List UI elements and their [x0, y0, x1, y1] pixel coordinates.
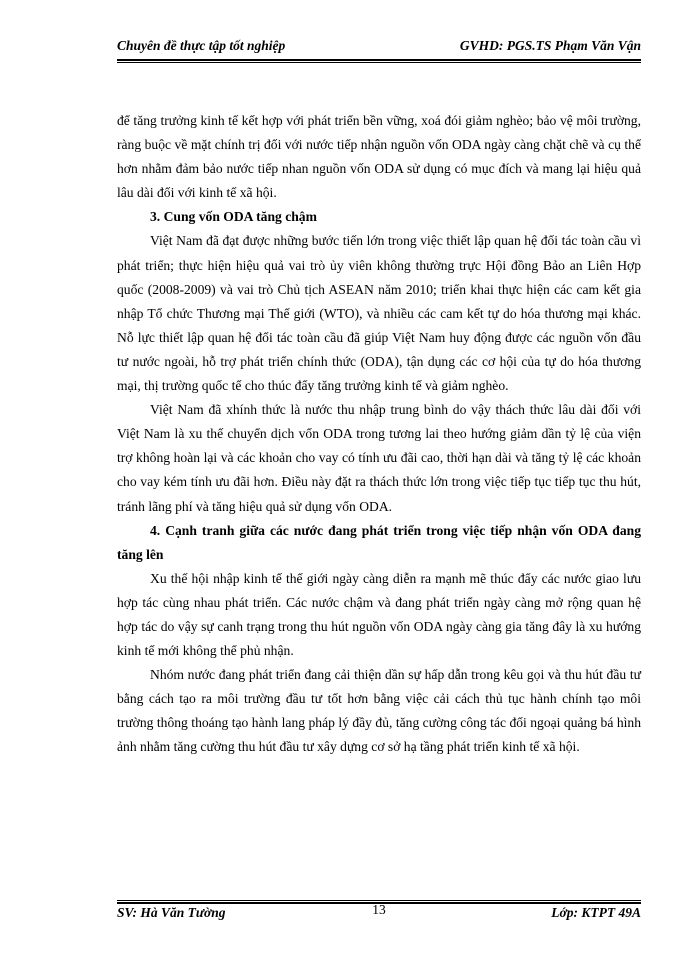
paragraph-2: Việt Nam đã đạt được những bước tiến lớn trong việc thiết lập quan hệ đối tác toàn cầu vì phát triển; thực hiện hiệu quả vai trò ủy viên không thường trực Hội đồng Bảo an Liên Hợp quốc (2008-2009) và vai trò Chủ tịch ASEAN năm 2010; triển khai thực hiện các cam kết gia nhập Tổ chức Thương mại Thế giới (WTO), và nhiều các cam kết tự do hóa thương mại khác. Nỗ lực thiết lập quan hệ đối tác toàn cầu đã giúp Việt Nam huy động được các nguồn vốn đầu tư nước ngoài, hỗ trợ phát triển chính thức (ODA), tận dụng các cơ hội của tự do hóa thương mại, thị trường quốc tế cho thúc đẩy tăng trưởng kinh tế và giảm nghèo.: [117, 233, 641, 394]
page-number: 13: [372, 902, 386, 917]
paragraph-1: để tăng trưởng kinh tế kết hợp với phát triển bền vững, xoá đói giảm nghèo; bảo vệ môi trường, ràng buộc về mặt chính trị đối với nước tiếp nhận nguồn vốn ODA ngày càng chặt chẽ và cụ thể hơn nhằm đảm bảo nước tiếp nhan nguồn vốn ODA sử dụng có mục đích và mang lại hiệu quả lâu dài đối với kinh tế xã hội.: [117, 113, 641, 201]
section-heading-3: 3. Cung vốn ODA tăng chậm: [150, 209, 317, 225]
paragraph-3: Việt Nam đã xhính thức là nước thu nhập trung bình do vậy thách thức lâu dài đối với Việt Nam là xu thế chuyển dịch vốn ODA trong tương lai theo hướng giảm dần tỷ lệ của viện trợ không hoàn lại và các khoản cho vay có tính ưu đãi cao, thời hạn dài và tăng tỷ lệ các khoản cho vay kém tính ưu đãi hơn. Điều này đặt ra thách thức lớn trong việc tiếp tục tiếp tục thu hút, tránh lãng phí và tăng hiệu quả sử dụng vốn ODA.: [117, 402, 641, 514]
page-header: [117, 38, 641, 54]
paragraph-5: Nhóm nước đang phát triển đang cải thiện dần sự hấp dẫn trong kêu gọi và thu hút đầu tư bằng cách tạo ra môi trường đầu tư tốt hơn bằng việc cải cách thủ tục hành chính tạo môi trường thông thoáng tạo hành lang pháp lý đầy đủ, tăng cường công tác đối ngoại quảng bá hình ảnh nhằm tăng cường thu hút đầu tư xây dựng cơ sở hạ tầng phát triển kinh tế xã hội.: [117, 667, 641, 755]
header-left-text: Chuyên đề thực tập tốt nghiệp: [117, 38, 286, 53]
header-right-text: GVHD: PGS.TS Phạm Văn Vận: [459, 38, 641, 53]
section-heading-4: 4. Cạnh tranh giữa các nước đang phát triển trong việc tiếp nhận vốn ODA đang tăng lên: [117, 522, 641, 562]
footer-class: Lớp: KTPT 49A: [551, 905, 641, 920]
document-body: [117, 109, 641, 760]
paragraph-4: Xu thế hội nhập kinh tế thế giới ngày càng diễn ra mạnh mẽ thúc đẩy các nước giao lưu hợp tác cùng nhau phát triển. Các nước chậm và đang phát triển ngày càng mở rộng quan hệ hợp tác do vậy sự canh trạng trong thu hút nguồn vốn ODA ngày càng gia tăng đây là xu hướng kinh tế mới không thể phủ nhận.: [117, 570, 641, 659]
header-divider: [117, 59, 641, 63]
footer-student-name: SV: Hà Văn Tường: [117, 905, 226, 920]
